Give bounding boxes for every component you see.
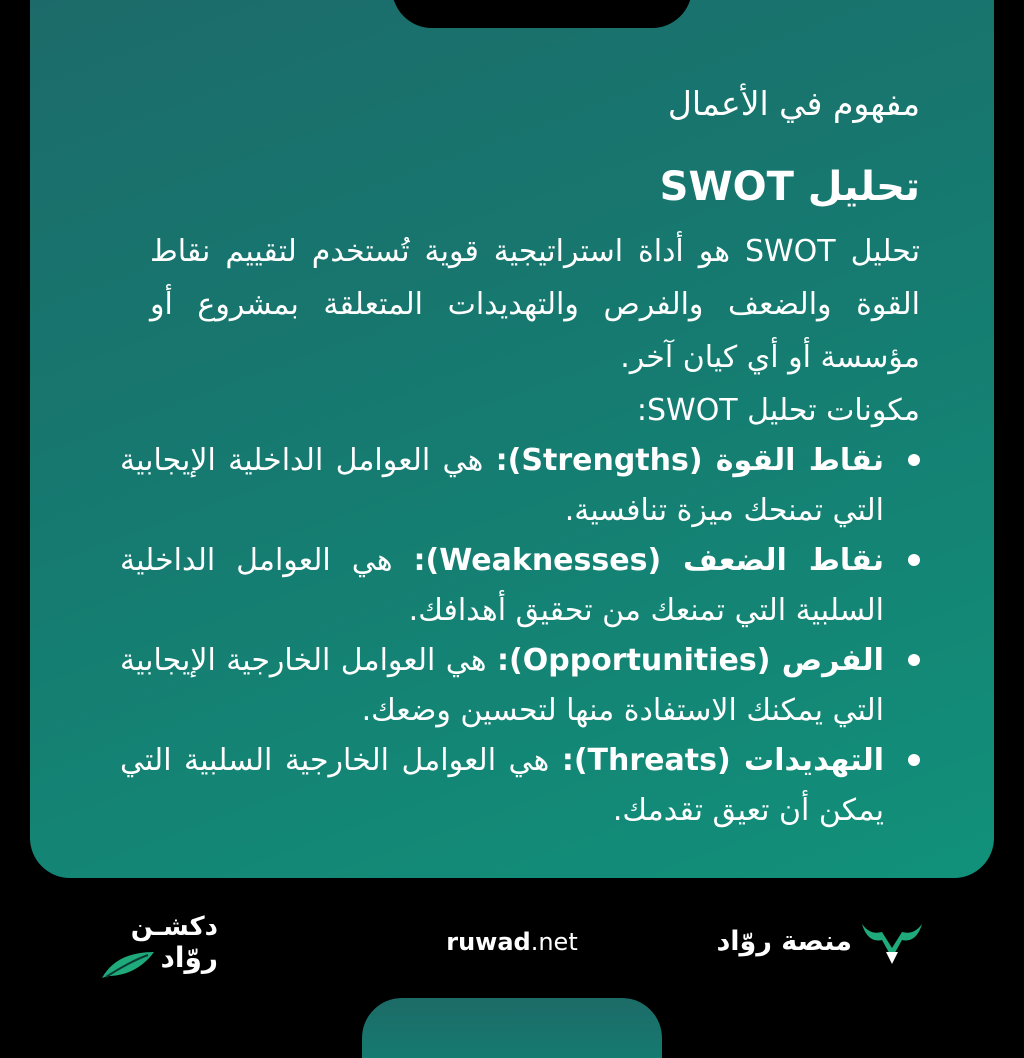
bullet-icon	[908, 754, 920, 766]
components-list	[120, 436, 920, 836]
intro-paragraph: تحليل SWOT هو أداة استراتيجية قوية تُستخدم لتقييم نقاط القوة والضعف والفرص والتهديدات المتعلقة بمشروع أو مؤسسة أو أي كيان آخر.	[150, 234, 920, 375]
page-title: تحليل SWOT	[659, 164, 920, 210]
item-term: نقاط الضعف (Weaknesses):	[413, 543, 885, 578]
bullet-icon	[908, 654, 920, 666]
bottom-tab	[362, 998, 662, 1058]
list-item	[120, 436, 920, 536]
platform-name: منصة روّاد	[716, 926, 852, 957]
bull-icon	[860, 918, 924, 968]
item-description: هي العوامل الداخلية الإيجابية التي تمنحك ميزة تنافسية.	[120, 443, 884, 528]
item-term: التهديدات (Threats):	[561, 743, 884, 778]
item-description: هي العوامل الخارجية السلبية التي يمكن أن تعيق تقدمك.	[120, 743, 884, 828]
brand-line-1: دكشـن	[130, 912, 218, 942]
platform-brand-logo[interactable]	[714, 918, 924, 968]
site-tld: .net	[530, 928, 578, 956]
brand-line-2: روّاد	[160, 941, 218, 974]
subtitle: مفهوم في الأعمال	[667, 84, 920, 123]
item-term: الفرص (Opportunities):	[497, 643, 884, 678]
bullet-icon	[908, 554, 920, 566]
site-name: ruwad	[446, 928, 531, 956]
list-item	[120, 536, 920, 636]
footer	[0, 878, 1024, 1024]
list-item	[120, 636, 920, 736]
item-description: هي العوامل الخارجية الإيجابية التي يمكنك الاستفادة منها لتحسين وضعك.	[120, 643, 884, 728]
content-card	[30, 0, 994, 878]
item-term: نقاط القوة (Strengths):	[495, 443, 884, 478]
list-item	[120, 736, 920, 836]
components-heading: مكونات تحليل SWOT:	[636, 393, 920, 428]
item-description: هي العوامل الداخلية السلبية التي تمنعك من تحقيق أهدافك.	[120, 543, 884, 628]
card-content	[30, 0, 994, 878]
bullet-icon	[908, 454, 920, 466]
